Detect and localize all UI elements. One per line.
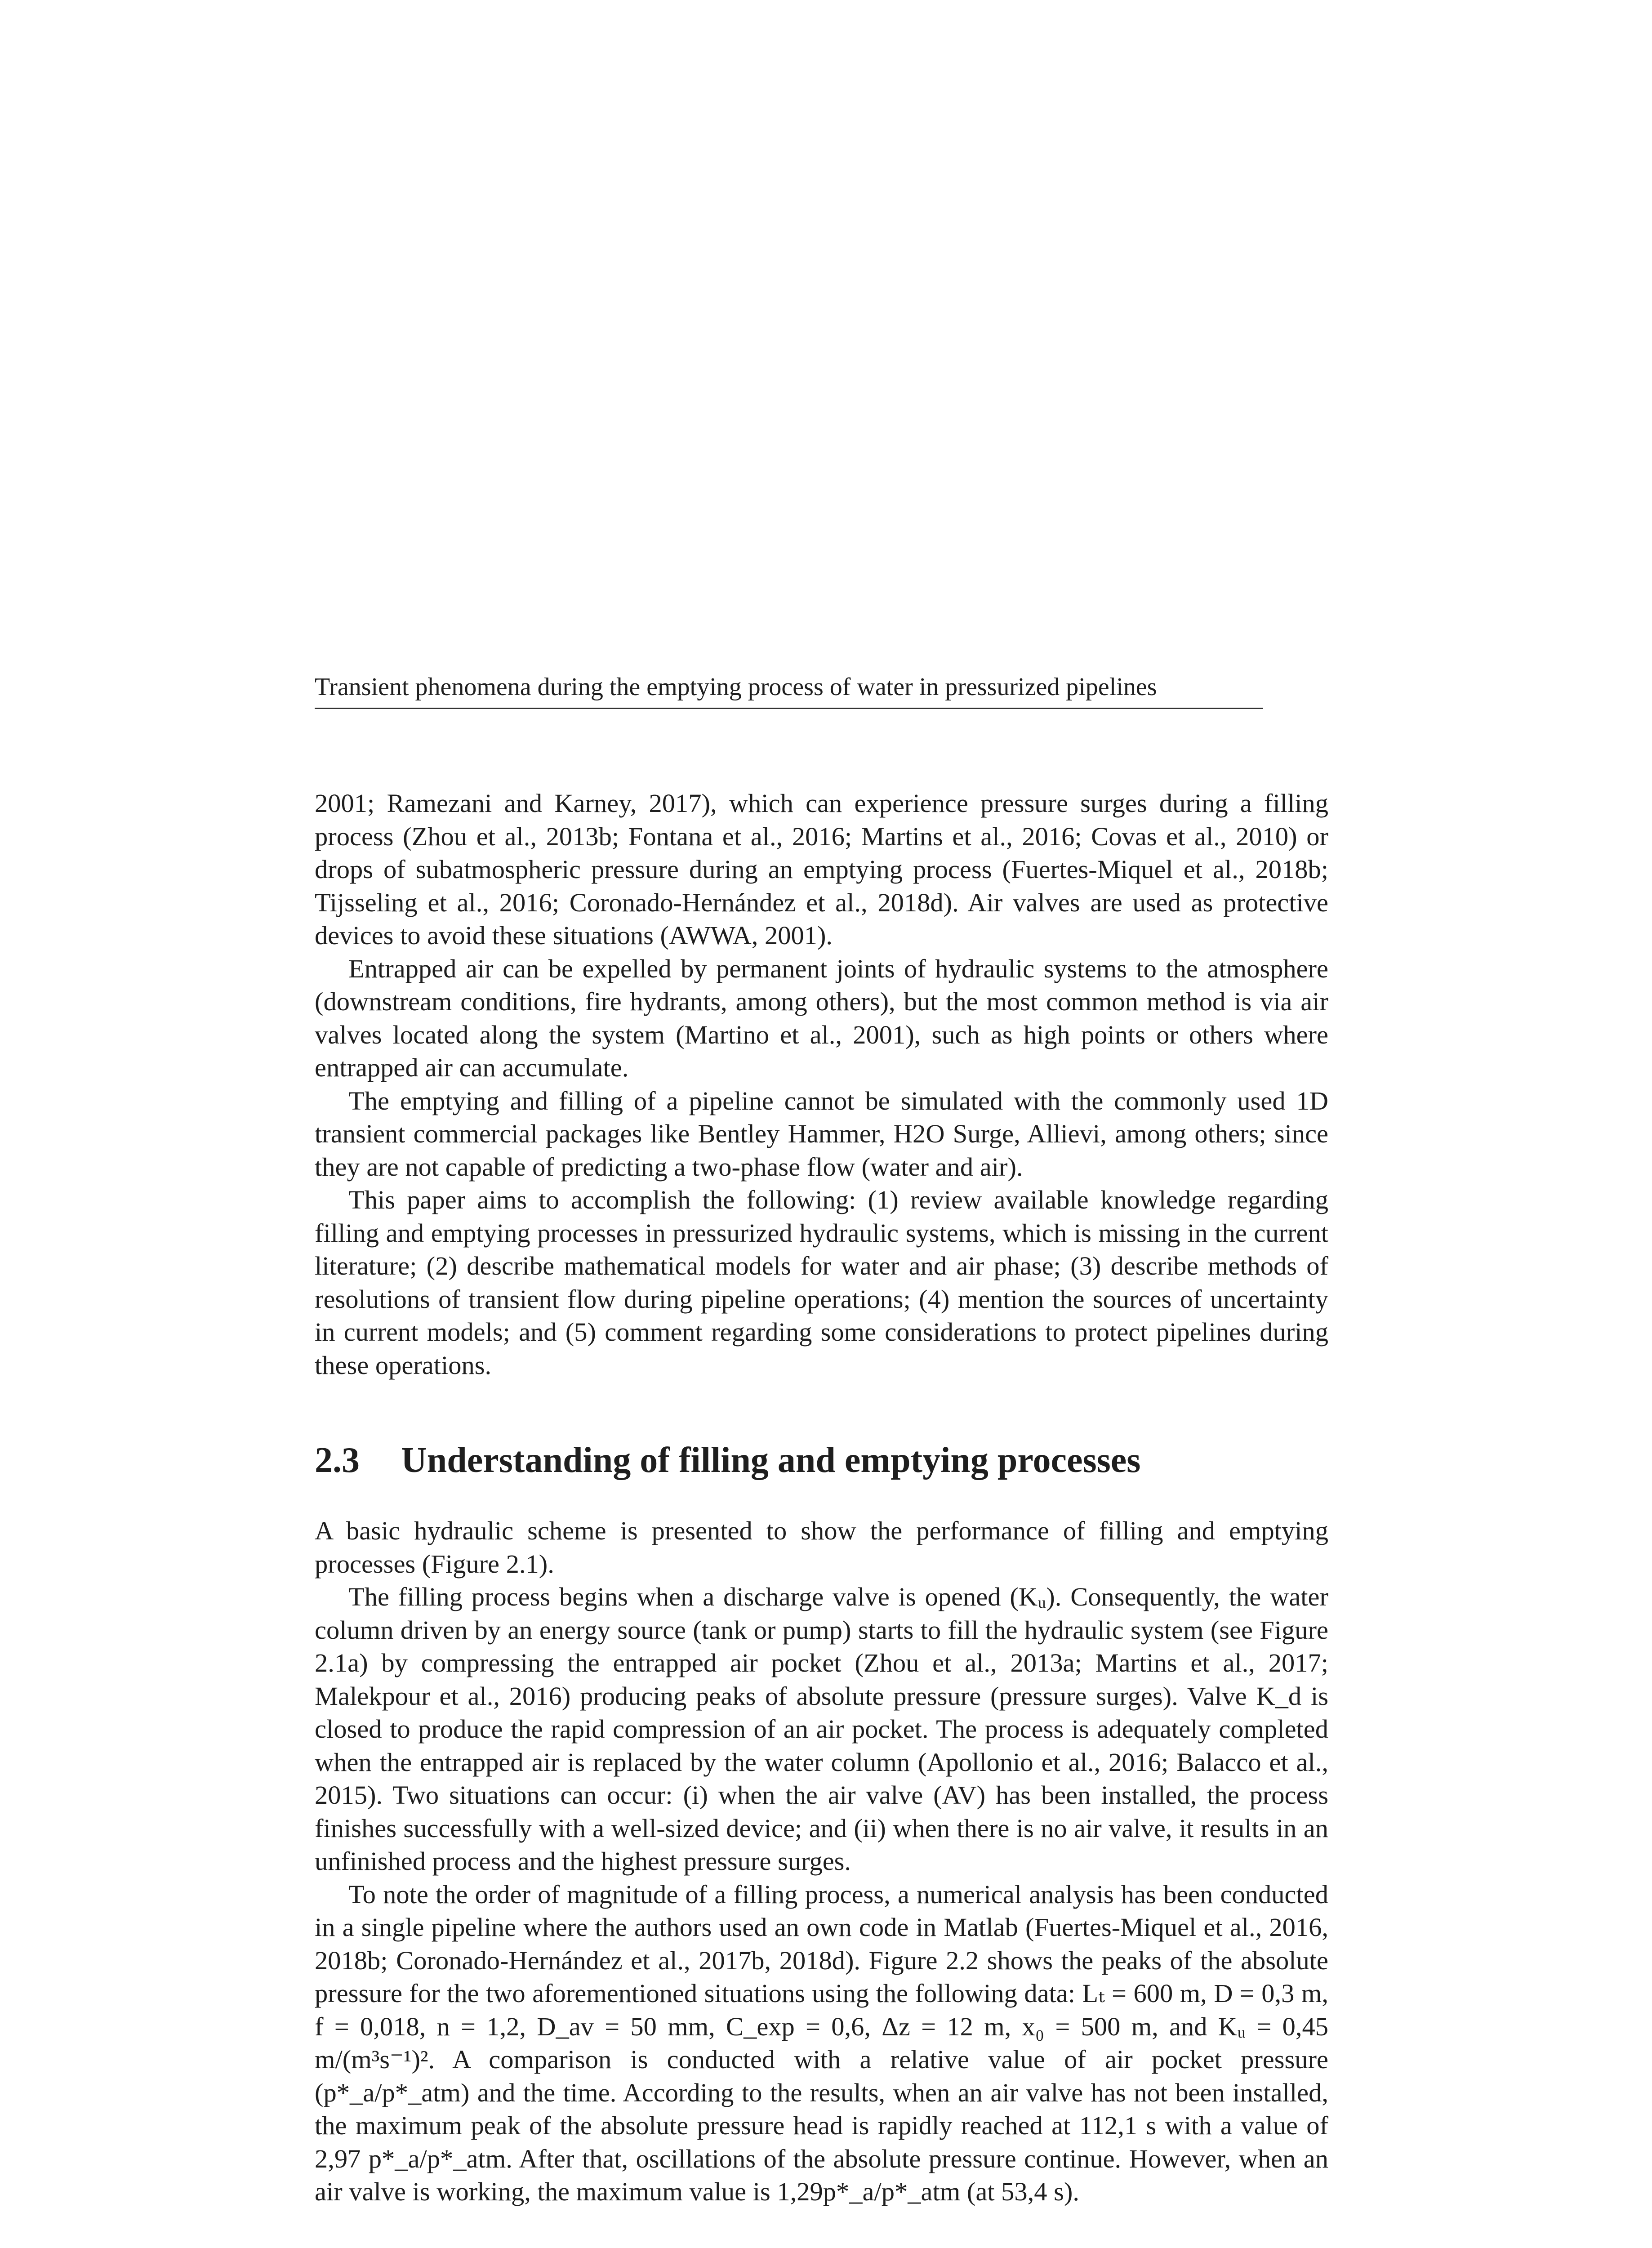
section-title: Understanding of filling and emptying processes [401,1441,1141,1480]
paragraph-intro-3: The emptying and filling of a pipeline cannot be simulated with the commonly used 1D transient commercial packages like Bentley Hammer, H2O Surge, Allievi, among others; since they are not capable of predicting a two-phase flow (water and air). [315,1086,1328,1182]
paragraph-section-3: To note the order of magnitude of a filling process, a numerical analysis has been conducted in a single pipeline where the authors used an own code in Matlab (Fuertes-Miquel et al., 2016, 2018b; Coronado-Hernández et al., 2017b, 2018d). Figure 2.2 shows the peaks of the absolute pressure for the two aforementioned situations using the following data: Lₜ = 600 m, D = 0,3 m, f = 0,018, n = 1,2, D_av = 50 mm, C_exp = 0,6, Δz = 12 m, x₀ = 500 m, and Kᵤ = 0,45 m/(m³s⁻¹)². A comparison is conducted with a relative value of air pocket pressure (p*_a/p*_atm) and the time. According to the results, when an air valve has not been installed, the maximum peak of the absolute pressure head is rapidly reached at 112,1 s with a value of 2,97 p*_a/p*_atm. After that, oscillations of the absolute pressure continue. However, when an air valve is working, the maximum value is 1,29p*_a/p*_atm (at 53,4 s). [315,1879,1328,2206]
paragraph-intro-1: 2001; Ramezani and Karney, 2017), which can experience pressure surges during a filling process (Zhou et al., 2013b; Fontana et al., 2016; Martins et al., 2016; Covas et al., 2010) or drops of subatmospheric pressure during an emptying process (Fuertes-Miquel et al., 2018b; Tijsseling et al., 2016; Coronado-Hernández et al., 2018d). Air valves are used as protective devices to avoid these situations (AWWA, 2001). [315,789,1328,950]
paragraph-intro-2: Entrapped air can be expelled by permanent joints of hydraulic systems to the atmosphere (downstream conditions, fire hydrants, among others), but the most common method is via air valves located along the system (Martino et al., 2001), such as high points or others where entrapped air can accumulate. [315,954,1328,1082]
section-heading [315,1438,1328,1483]
paragraph-intro-4: This paper aims to accomplish the following: (1) review available knowledge regarding filling and emptying processes in pressurized hydraulic systems, which is missing in the current literature; (2) describe mathematical models for water and air phase; (3) describe methods of resolutions of transient flow during pipeline operations; (4) mention the sources of uncertainty in current models; and (5) comment regarding some considerations to protect pipelines during these operations. [315,1185,1328,1380]
paragraph-section-2: The filling process begins when a discharge valve is opened (Kᵤ). Consequently, the water column driven by an energy source (tank or pump) starts to fill the hydraulic system (see Figure 2.1a) by compressing the entrapped air pocket (Zhou et al., 2013a; Martins et al., 2017; Malekpour et al., 2016) producing peaks of absolute pressure (pressure surges). Valve K_d is closed to produce the rapid compression of an air pocket. The process is adequately completed when the entrapped air is replaced by the water column (Apollonio et al., 2016; Balacco et al., 2015). Two situations can occur: (i) when the air valve (AV) has been installed, the process finishes successfully with a well-sized device; and (ii) when there is no air valve, it results in an unfinished process and the highest pressure surges. [315,1582,1328,1876]
body-text [315,787,1328,2208]
section-number: 2.3 [315,1441,360,1480]
running-header: Transient phenomena during the emptying process of water in pressurized pipelines [315,671,1263,709]
paragraph-section-1: A basic hydraulic scheme is presented to show the performance of filling and emptying processes (Figure 2.1). [315,1516,1328,1579]
